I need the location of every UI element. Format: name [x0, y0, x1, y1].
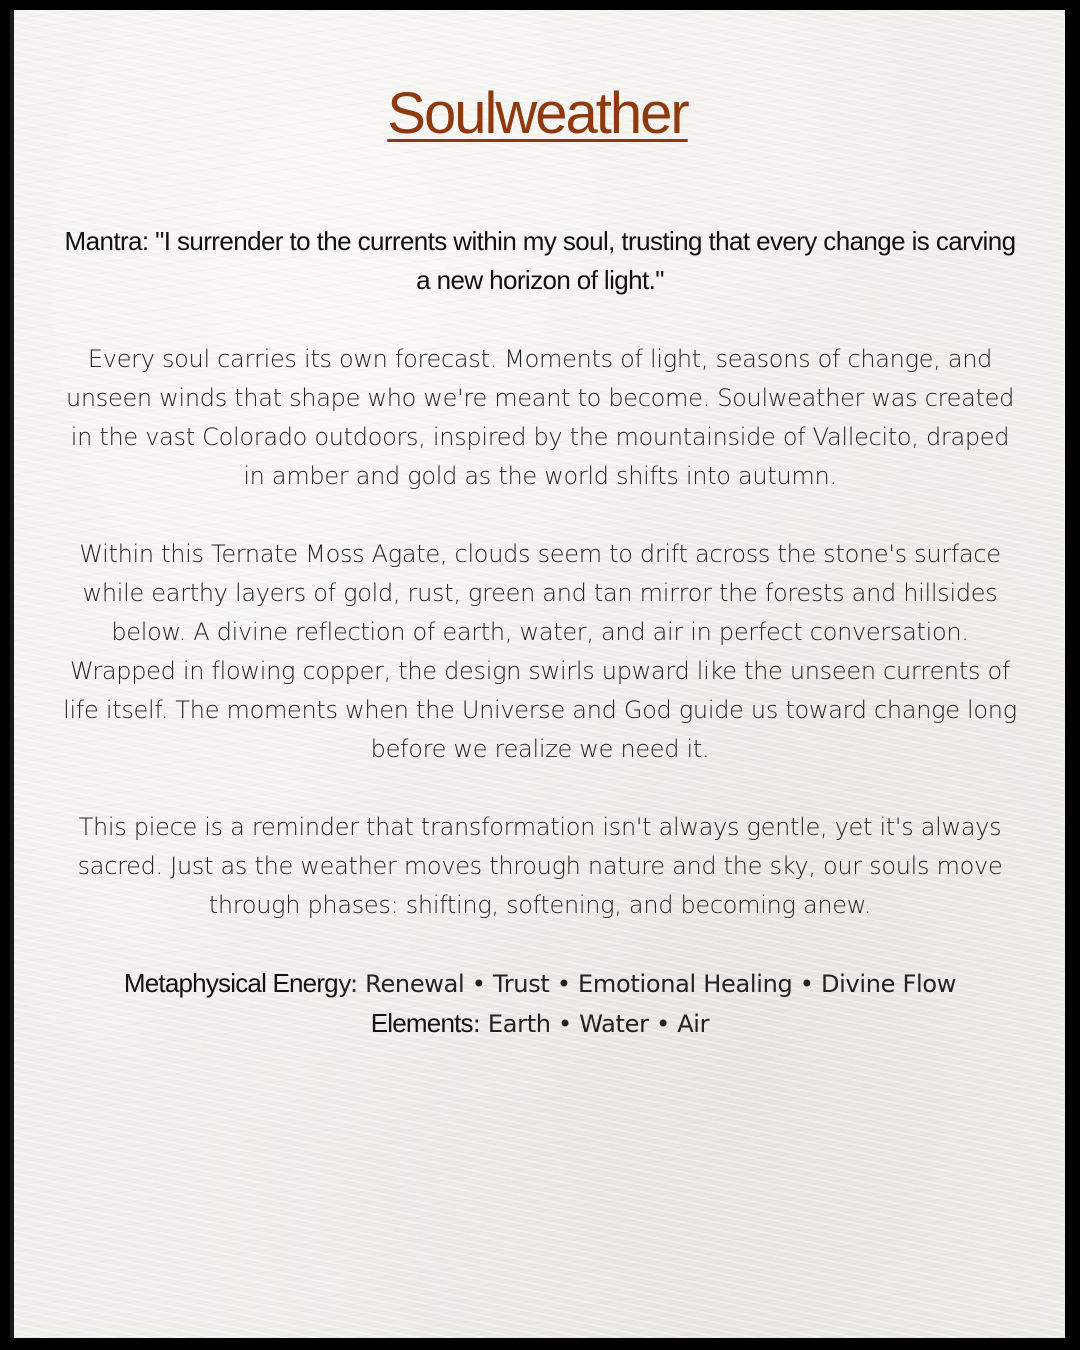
metaphysical-energy-line [60, 964, 1020, 1004]
metaphysical-energy-suffix: y: [337, 970, 366, 998]
metaphysical-energy-label: Metaphysical Energ [123, 968, 338, 998]
paper-background [10, 10, 1065, 1338]
elements-suffix: : [472, 1010, 488, 1038]
elements-label: Elements [370, 1008, 473, 1038]
elements-line [60, 1004, 1020, 1044]
mantra-text: Mantra: "I surrender to the currents within my soul, trusting that every change is carving a new horizon of light." [64, 226, 1016, 295]
page-title: Soulweather [387, 81, 688, 146]
properties-block [60, 964, 1020, 1044]
paragraph-forecast: Every soul carries its own forecast. Moments of light, seasons of change, and unseen winds that shape who we're meant to become. Soulweather was created in the vast Colorado outdoors, inspired by the mountainside of Vallecito, draped in amber and gold as the world shifts into autumn. [65, 345, 1015, 490]
elements-values: Earth • Water • Air [487, 1010, 710, 1038]
paragraph-stone: Within this Ternate Moss Agate, clouds seem to drift across the stone's surface while earthy layers of gold, rust, green and tan mirror the forests and hillsides below. A divine reflection of earth, water, and air in perfect conversation. Wrapped in flowing copper, the design swirls upward like the unseen currents of life itself. The moments when the Universe and God guide us toward change long before we realize we need it. [63, 540, 1017, 763]
paragraph-reminder: This piece is a reminder that transformation isn't always gentle, yet it's always sacred. Just as the weather moves through nature and the sky, our souls move through phases: shifting, softening, and becoming anew. [77, 813, 1003, 919]
metaphysical-energy-values: Renewal • Trust • Emotional Healing • Divine Flow [365, 970, 957, 998]
